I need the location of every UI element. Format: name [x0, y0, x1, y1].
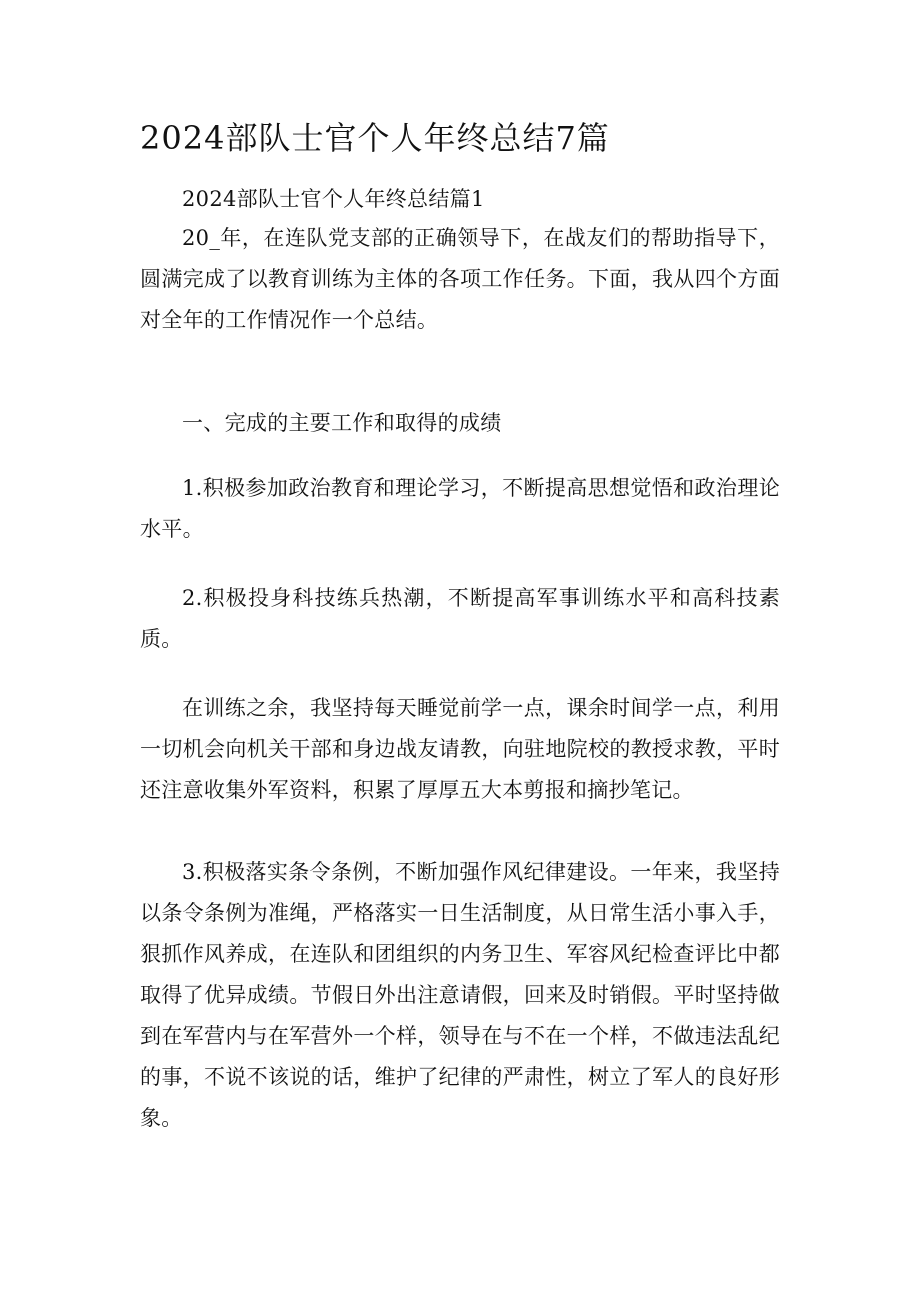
list-item-1: 1.积极参加政治教育和理论学习，不断提高思想觉悟和政治理论水平。 — [140, 476, 780, 541]
list-item-2: 2.积极投身科技练兵热潮，不断提高军事训练水平和高科技素质。 — [140, 586, 780, 651]
intro-paragraph: 20_年，在连队党支部的正确领导下，在战友们的帮助指导下，圆满完成了以教育训练为主体的各项工作任务。下面，我从四个方面对全年的工作情况作一个总结。 — [140, 226, 780, 332]
document-title: 2024部队士官个人年终总结7篇 — [140, 119, 610, 157]
list-item-3: 3.积极落实条令条例，不断加强作风纪律建设。一年来，我坚持以条令条例为准绳，严格落实一日生活制度，从日常生活小事入手，狠抓作风养成，在连队和团组织的内务卫生、军容风纪检查评比中都取得了优异成绩。节假日外出注意请假，回来及时销假。平时坚持做到在军营内与在军营外一个样，领导在与不在一个样，不做违法乱纪的事，不说不该说的话，维护了纪律的严肃性，树立了军人的良好形象。 — [140, 860, 780, 1130]
study-paragraph: 在训练之余，我坚持每天睡觉前学一点，课余时间学一点，利用一切机会向机关干部和身边战友请教，向驻地院校的教授求教，平时还注意收集外军资料，积累了厚厚五大本剪报和摘抄笔记。 — [140, 696, 780, 802]
section-heading: 一、完成的主要工作和取得的成绩 — [182, 411, 502, 435]
section-subtitle: 2024部队士官个人年终总结篇1 — [182, 187, 485, 211]
